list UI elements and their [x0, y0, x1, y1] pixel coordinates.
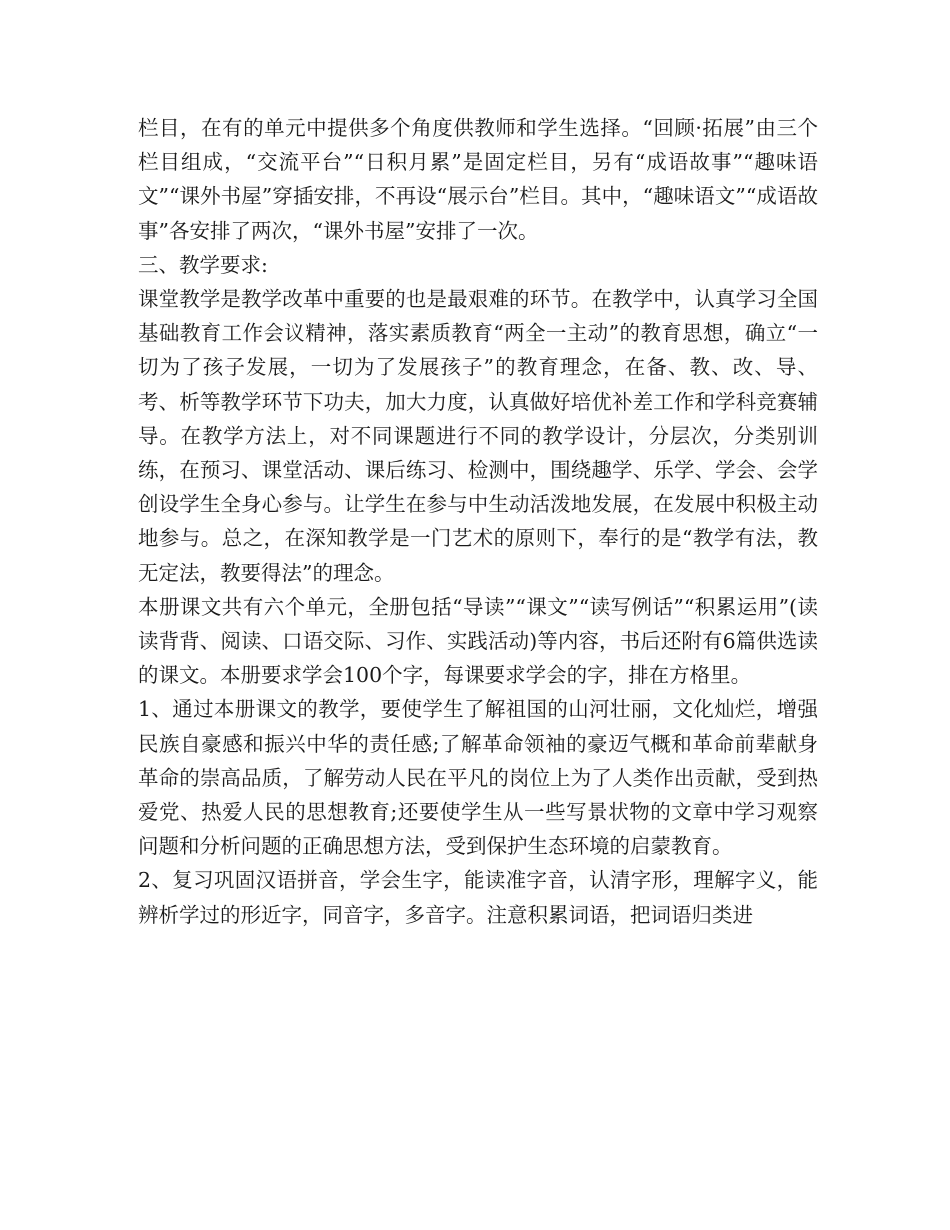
paragraph-classroom-teaching: 课堂教学是教学改革中重要的也是最艰难的环节。在教学中，认真学习全国基础教育工作会议精神，落实素质教育“两全一主动”的教育思想，确立“一切为了孩子发展，一切为了发展孩子”的教育理念，在备、教、改、导、考、析等教学环节下功夫，加大力度，认真做好培优补差工作和学科竞赛辅导。在教学方法上，对不同课题进行不同的教学设计，分层次，分类别训练，在预习、课堂活动、课后练习、检测中，围绕趣学、乐学、学会、会学创设学生全身心参与。让学生在参与中生动活泼地发展，在发展中积极主动地参与。总之，在深知教学是一门艺术的原则下，奉行的是“教学有法，教无定法，教要得法”的理念。 — [138, 287, 818, 585]
section-heading-teaching-requirements: 三、教学要求: — [138, 252, 268, 277]
document-body — [138, 111, 818, 932]
paragraph-column-intro: 栏目，在有的单元中提供多个角度供教师和学生选择。“回顾·拓展”由三个栏目组成，“交流平台”“日积月累”是固定栏目，另有“成语故事”“趣味语文”“课外书屋”穿插安排，不再设“展示台”栏目。其中，“趣味语文”“成语故事”各安排了两次，“课外书屋”安排了一次。 — [138, 116, 818, 243]
paragraph-book-overview: 本册课文共有六个单元，全册包括“导读”“课文”“读写例话”“积累运用”(读读背背、阅读、口语交际、习作、实践活动)等内容，书后还附有6篇供选读的课文。本册要求学会100个字，每课要求学会的字，排在方格里。 — [138, 594, 818, 688]
paragraph-goal-2: 2、复习巩固汉语拼音，学会生字，能读准字音，认清字形，理解字义，能辨析学过的形近字，同音字，多音字。注意积累词语，把词语归类进 — [138, 868, 818, 927]
paragraph-goal-1: 1、通过本册课文的教学，要使学生了解祖国的山河壮丽，文化灿烂，增强民族自豪感和振兴中华的责任感;了解革命领袖的豪迈气概和革命前辈献身革命的崇高品质，了解劳动人民在平凡的岗位上为了人类作出贡献，受到热爱党、热爱人民的思想教育;还要使学生从一些写景状物的文章中学习观察问题和分析问题的正确思想方法，受到保护生态环境的启蒙教育。 — [138, 697, 818, 859]
